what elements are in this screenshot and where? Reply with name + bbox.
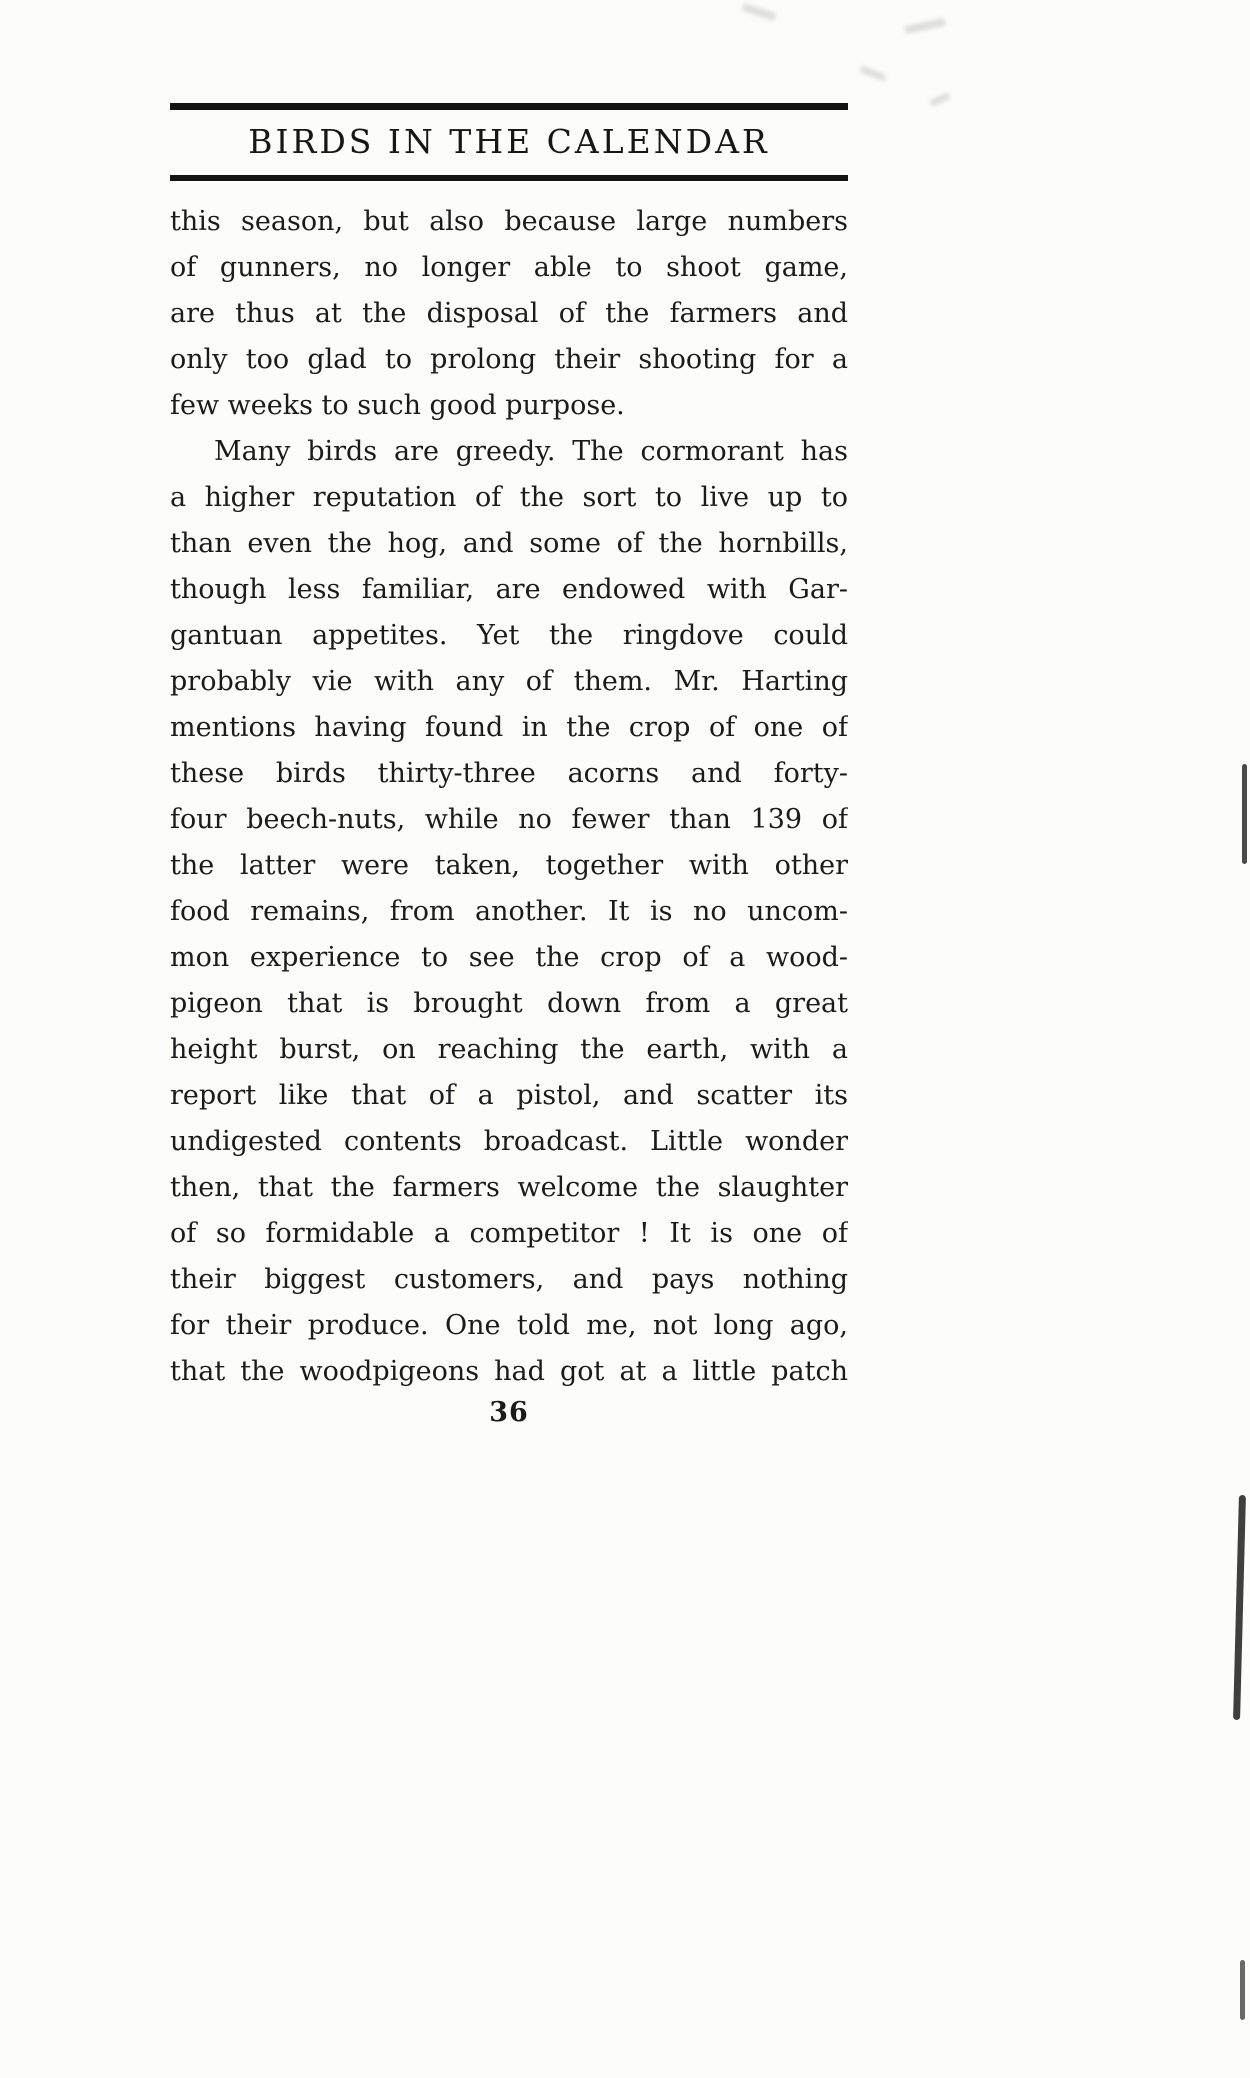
body-text [170, 199, 848, 1395]
text-line: these birds thirty-three acorns and forty- [170, 758, 848, 789]
text-line: that the woodpigeons had got at a little patch [170, 1356, 848, 1387]
page-header [170, 103, 848, 181]
scan-artifact [905, 18, 946, 34]
paragraph [170, 199, 848, 429]
page-title: BIRDS IN THE CALENDAR [248, 122, 770, 161]
text-line: their biggest customers, and pays nothing [170, 1264, 848, 1295]
scan-artifact [742, 3, 777, 21]
text-line: though less familiar, are endowed with Gar- [170, 574, 848, 605]
text-line: mon experience to see the crop of a wood- [170, 942, 848, 973]
text-line: Many birds are greedy. The cormorant has [214, 436, 848, 467]
text-line: are thus at the disposal of the farmers and [170, 298, 848, 329]
text-line: then, that the farmers welcome the slaughter [170, 1172, 848, 1203]
scan-artifact [860, 65, 887, 81]
text-line: this season, but also because large numbers [170, 206, 848, 237]
text-line: for their produce. One told me, not long ago, [170, 1310, 848, 1341]
page [170, 103, 848, 1428]
text-line: probably vie with any of them. Mr. Harting [170, 666, 848, 697]
text-line: the latter were taken, together with other [170, 850, 848, 881]
paragraph [170, 429, 848, 1395]
scan-artifact [929, 92, 950, 107]
scan-artifact [1240, 1960, 1245, 2020]
text-line: pigeon that is brought down from a great [170, 988, 848, 1019]
text-line: few weeks to such good purpose. [170, 390, 625, 421]
text-line: of so formidable a competitor ! It is one of [170, 1218, 848, 1249]
text-line: gantuan appetites. Yet the ringdove could [170, 620, 848, 651]
text-line: report like that of a pistol, and scatter its [170, 1080, 848, 1111]
text-line: undigested contents broadcast. Little wonder [170, 1126, 848, 1157]
text-line: than even the hog, and some of the hornbills, [170, 528, 848, 559]
text-line: height burst, on reaching the earth, with a [170, 1034, 848, 1065]
text-line: only too glad to prolong their shooting for a [170, 344, 848, 375]
page-number: 36 [489, 1397, 529, 1428]
text-line: a higher reputation of the sort to live up to [170, 482, 848, 513]
scan-artifact [1233, 1495, 1246, 1720]
text-line: food remains, from another. It is no uncom- [170, 896, 848, 927]
text-line: four beech-nuts, while no fewer than 139 of [170, 804, 848, 835]
text-line: of gunners, no longer able to shoot game, [170, 252, 848, 283]
text-line: mentions having found in the crop of one of [170, 712, 848, 743]
scan-artifact [1242, 764, 1247, 864]
